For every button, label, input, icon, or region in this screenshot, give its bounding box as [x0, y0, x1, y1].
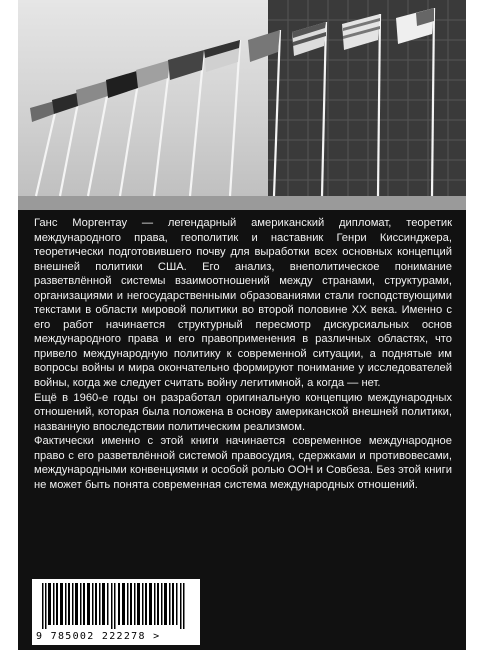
isbn-digits: 9 785002 222278 > — [36, 631, 161, 642]
flags-building-illustration — [18, 0, 466, 210]
back-cover-description — [34, 216, 452, 492]
isbn-barcode — [32, 579, 200, 645]
description-paragraph: Фактически именно с этой книги начинается современное международное право с его разветвлённой системой правосудия, сдержками и противовесами, международными конвенциями и особой ролью ООН и Совбеза. Без этой книги не может быть понята современная система международных отношений. — [34, 435, 452, 491]
barcode-bars — [42, 583, 190, 629]
book-back-cover — [18, 0, 466, 650]
cover-photo-un-flags — [18, 0, 466, 210]
description-paragraph: Ещё в 1960-е годы он разработал оригинальную концепцию международных отношений, которая была положена в основу американской внешней политики, названную впоследствии политическим реализмом. — [34, 391, 452, 433]
description-paragraph: Ганс Моргентау — легендарный американский дипломат, теоретик международного права, геополитик и наставник Генри Киссинджера, теоретически подготовившего почву для выработки всех основных концепций внешней политики США. Его анализ, внеполитическое понимание разветвлённой системы взаимоотношений между странами, структурами, организациями и негосударственными образованиями стали господствующими текстами в области мировой политики во второй половине XX века. Именно с его работ начинается структурный пересмотр дискурсиальных основ международного права и его правоприменения в различных областях, что привело международную политику к современной ситуации, а поднятые им вопросы войны и мира окончательно формируют понимание у исследователей войны, когда же следует считать войну легитимной, а когда — нет. — [34, 217, 452, 390]
